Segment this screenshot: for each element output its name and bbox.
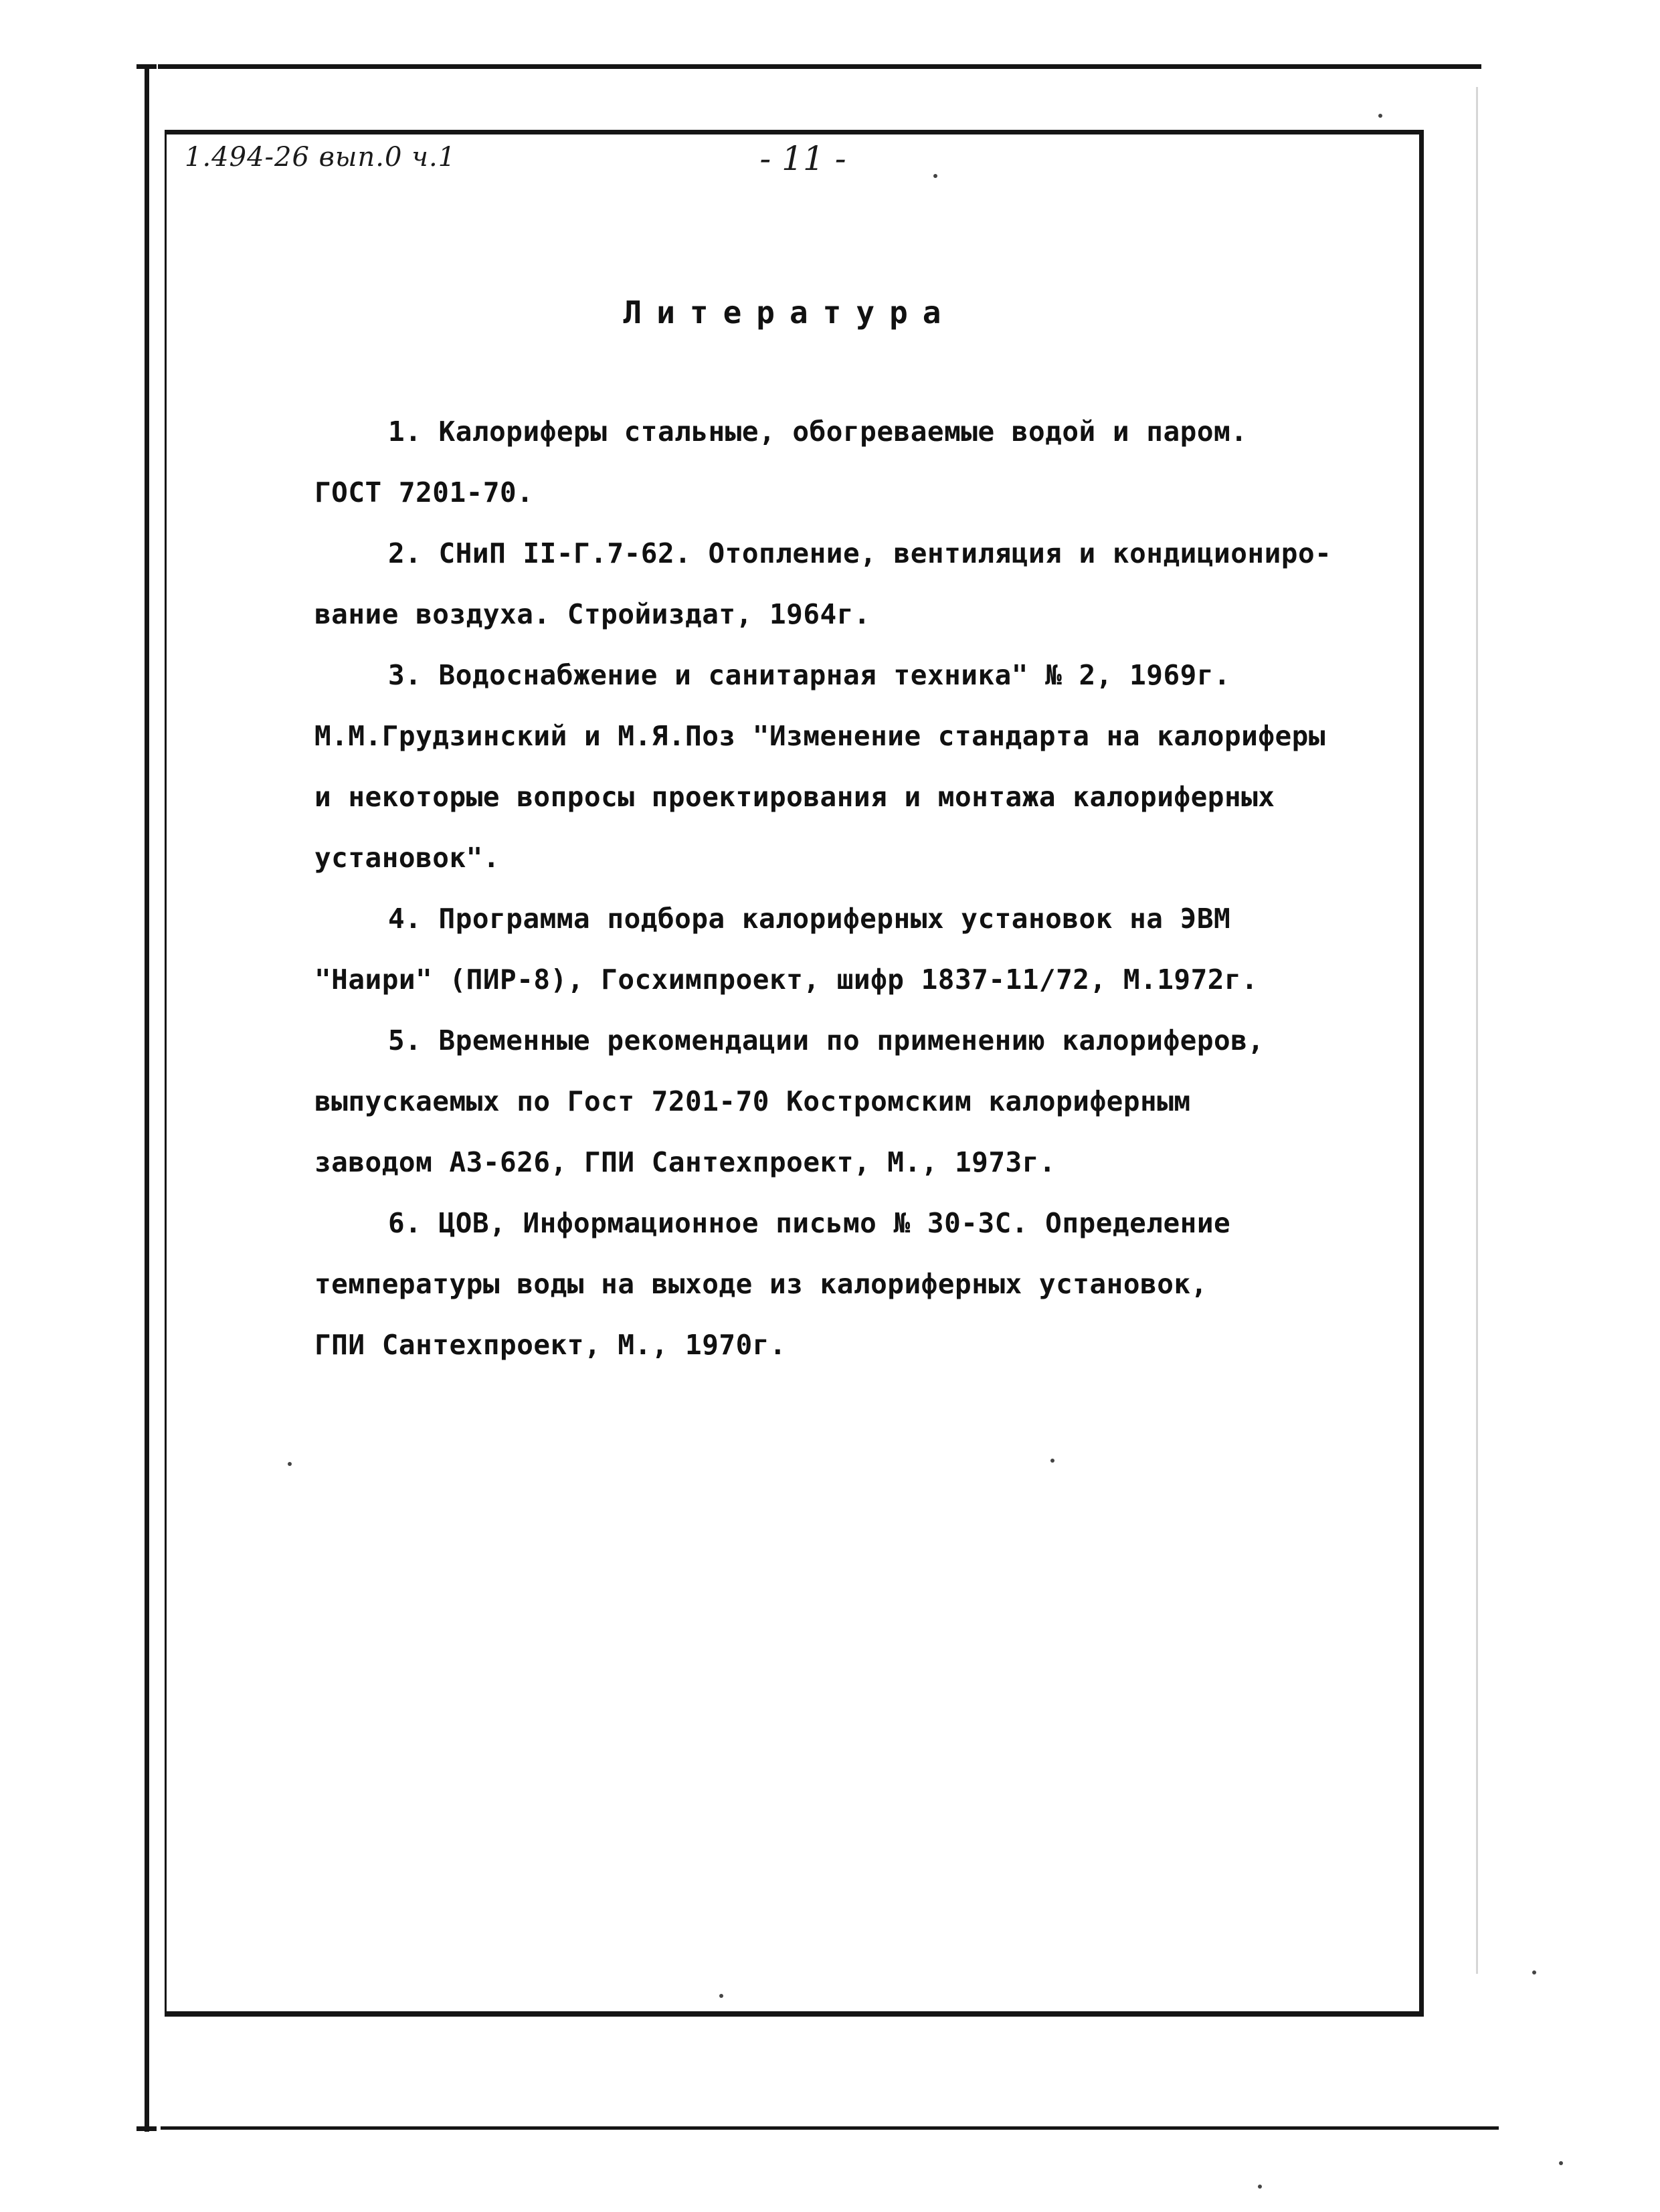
outer-frame-corner-bottom — [136, 2126, 157, 2131]
reference-line: 6. ЦОВ, Информационное письмо № 30-3С. Определение — [388, 1207, 1231, 1239]
scan-speck — [1532, 1970, 1536, 1974]
reference-line: 5. Временные рекомендации по применению калориферов, — [388, 1024, 1265, 1056]
reference-item — [314, 523, 1412, 645]
reference-item — [314, 1010, 1412, 1193]
reference-line: выпускаемых по Гост 7201-70 Костромским калориферным — [314, 1085, 1191, 1117]
scan-speck — [719, 1994, 723, 1998]
reference-line: и некоторые вопросы проектирования и монтажа калориферных — [314, 781, 1275, 813]
reference-item — [314, 1193, 1412, 1376]
reference-line: заводом АЗ-626, ГПИ Сантехпроект, М., 1973г. — [314, 1146, 1056, 1178]
scan-speck — [288, 1462, 292, 1466]
scan-shadow-line — [1476, 87, 1478, 1974]
page-number: - 11 - — [759, 139, 846, 178]
scan-speck — [933, 174, 937, 178]
reference-list — [314, 401, 1412, 1376]
reference-line: ГОСТ 7201-70. — [314, 476, 534, 509]
outer-frame-bottom-line — [161, 2126, 1499, 2130]
reference-line: установок". — [314, 842, 500, 874]
outer-frame-top-line — [158, 64, 1481, 69]
reference-line: 2. СНиП II-Г.7-62. Отопление, вентиляция и кондициониро- — [388, 537, 1332, 569]
reference-line: ГПИ Сантехпроект, М., 1970г. — [314, 1329, 787, 1361]
outer-frame-corner-top — [136, 64, 157, 69]
reference-item — [314, 401, 1412, 523]
document-code: 1.494-26 вып.0 ч.1 — [185, 142, 456, 173]
reference-line: 3. Водоснабжение и санитарная техника" № 2, 1969г. — [388, 659, 1231, 691]
reference-line: вание воздуха. Стройиздат, 1964г. — [314, 598, 871, 630]
reference-line: температуры воды на выходе из калориферных установок, — [314, 1268, 1208, 1300]
reference-line: "Наири" (ПИР-8), Госхимпроект, шифр 1837-11/72, М.1972г. — [314, 963, 1259, 996]
scan-speck — [1559, 2161, 1563, 2165]
outer-frame-left-line — [145, 64, 149, 2132]
scan-speck — [1378, 114, 1382, 118]
reference-item — [314, 889, 1412, 1010]
reference-line: 4. Программа подбора калориферных установок на ЭВМ — [388, 903, 1231, 935]
reference-line: М.М.Грудзинский и М.Я.Поз "Изменение стандарта на калориферы — [314, 720, 1326, 752]
reference-line: 1. Калориферы стальные, обогреваемые водой и паром. — [388, 416, 1248, 448]
page-title: Литература — [623, 294, 956, 331]
reference-item — [314, 645, 1412, 889]
scan-speck — [1258, 2185, 1262, 2189]
scan-speck — [1050, 1459, 1054, 1463]
